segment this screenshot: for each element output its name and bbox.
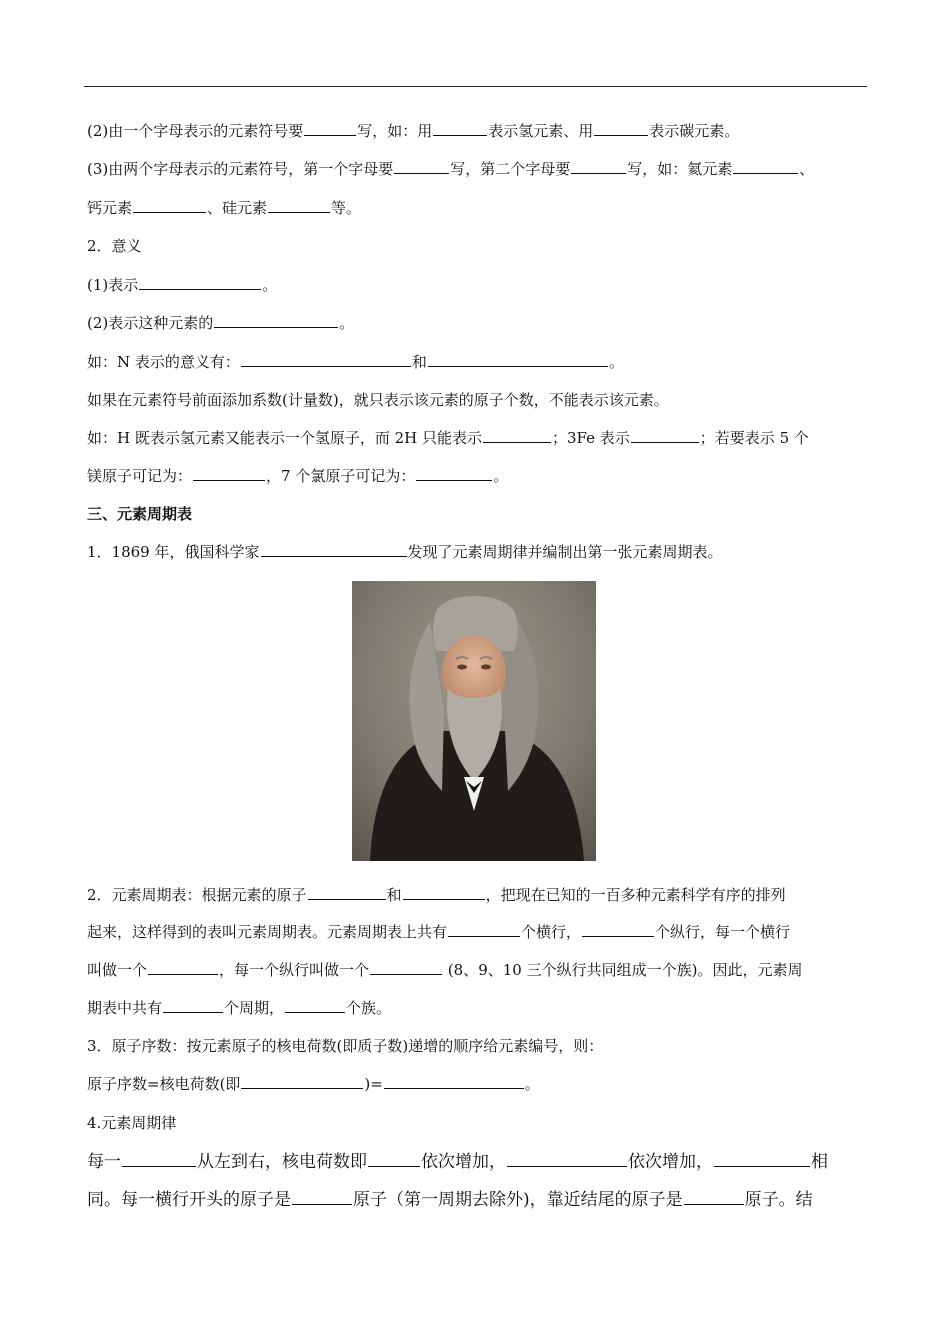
answer-blank[interactable] [148,960,218,975]
answer-blank[interactable] [631,428,699,443]
atomic-number-equation: 原子序数=核电荷数(即 )= 。 [87,1075,540,1093]
meaning-2: (2)表示这种元素的 。 [87,314,355,332]
answer-blank[interactable] [133,198,206,213]
answer-blank[interactable] [268,198,330,213]
answer-blank[interactable] [733,159,798,174]
header-rule [84,86,867,87]
answer-blank[interactable] [594,121,648,136]
mendeleev-portrait [352,581,596,861]
answer-blank[interactable] [416,466,492,481]
answer-blank[interactable] [285,998,345,1013]
meaning-1: (1)表示 。 [87,276,278,294]
answer-blank[interactable] [582,922,654,937]
answer-blank[interactable] [214,313,338,328]
answer-blank[interactable] [122,1150,196,1167]
answer-blank[interactable] [448,922,520,937]
answer-blank[interactable] [394,159,449,174]
answer-blank[interactable] [241,1074,363,1089]
periodic-item-1: 1．1869 年，俄国科学家 发现了元素周期律并编制出第一张元素周期表。 [87,543,723,561]
portrait-image [352,581,596,861]
periodic-item-2d: 期表中共有 个周期， 个族。 [87,999,392,1017]
answer-blank[interactable] [433,121,487,136]
answer-blank[interactable] [241,352,411,367]
answer-blank[interactable] [571,159,626,174]
periodic-law-heading: 4.元素周期律 [87,1114,177,1132]
answer-blank[interactable] [193,466,265,481]
section-heading: 三、元素周期表 [87,505,193,523]
heading-meaning: 2．意义 [87,237,142,255]
answer-blank[interactable] [261,542,407,557]
symbol-rule-3-cont: 钙元素 、硅元素 等。 [87,199,362,217]
answer-blank[interactable] [684,1188,744,1205]
answer-blank[interactable] [403,885,485,900]
answer-blank[interactable] [163,998,223,1013]
answer-blank[interactable] [714,1150,810,1167]
periodic-item-2c: 叫做一个 ，每一个纵行叫做一个 (8、9、10 三个纵行共同组成一个族)。因此，元素周 [87,961,803,979]
periodic-law-line-1: 每一 从左到右，核电荷数即 依次增加， 依次增加， 相 [87,1152,828,1172]
answer-blank[interactable] [368,1150,420,1167]
answer-blank[interactable] [370,960,442,975]
answer-blank[interactable] [308,885,386,900]
symbol-rule-2: (2)由一个字母表示的元素符号要 写，如：用 表示氢元素、用 表示碳元素。 [87,122,740,140]
coefficient-note: 如果在元素符号前面添加系数(计量数)，就只表示该元素的原子个数，不能表示该元素。 [87,391,669,409]
answer-blank[interactable] [292,1188,352,1205]
example-h-cont: 镁原子可记为： ，7 个氯原子可记为： 。 [87,467,509,485]
answer-blank[interactable] [428,352,608,367]
answer-blank[interactable] [483,428,551,443]
periodic-law-line-2: 同。每一横行开头的原子是 原子（第一周期去除外)，靠近结尾的原子是 原子。结 [87,1190,813,1210]
answer-blank[interactable] [507,1150,627,1167]
example-h: 如：H 既表示氢元素又能表示一个氢原子，而 2H 只能表示 ；3Fe 表示 ；若要表示 5 个 [87,429,809,447]
answer-blank[interactable] [304,121,356,136]
symbol-rule-3: (3)由两个字母表示的元素符号，第一个字母要 写，第二个字母要 写，如：氦元素 、 [87,160,815,178]
periodic-item-2a: 2．元素周期表：根据元素的原子 和 ，把现在已知的一百多种元素科学有序的排列 [87,886,786,904]
answer-blank[interactable] [384,1074,524,1089]
answer-blank[interactable] [139,275,261,290]
periodic-item-2b: 起来，这样得到的表叫元素周期表。元素周期表上共有 个横行， 个纵行，每一个横行 [87,923,791,941]
periodic-item-3: 3．原子序数：按元素原子的核电荷数(即质子数)递增的顺序给元素编号，则： [87,1037,604,1055]
example-n: 如：N 表示的意义有： 和 。 [87,353,624,371]
